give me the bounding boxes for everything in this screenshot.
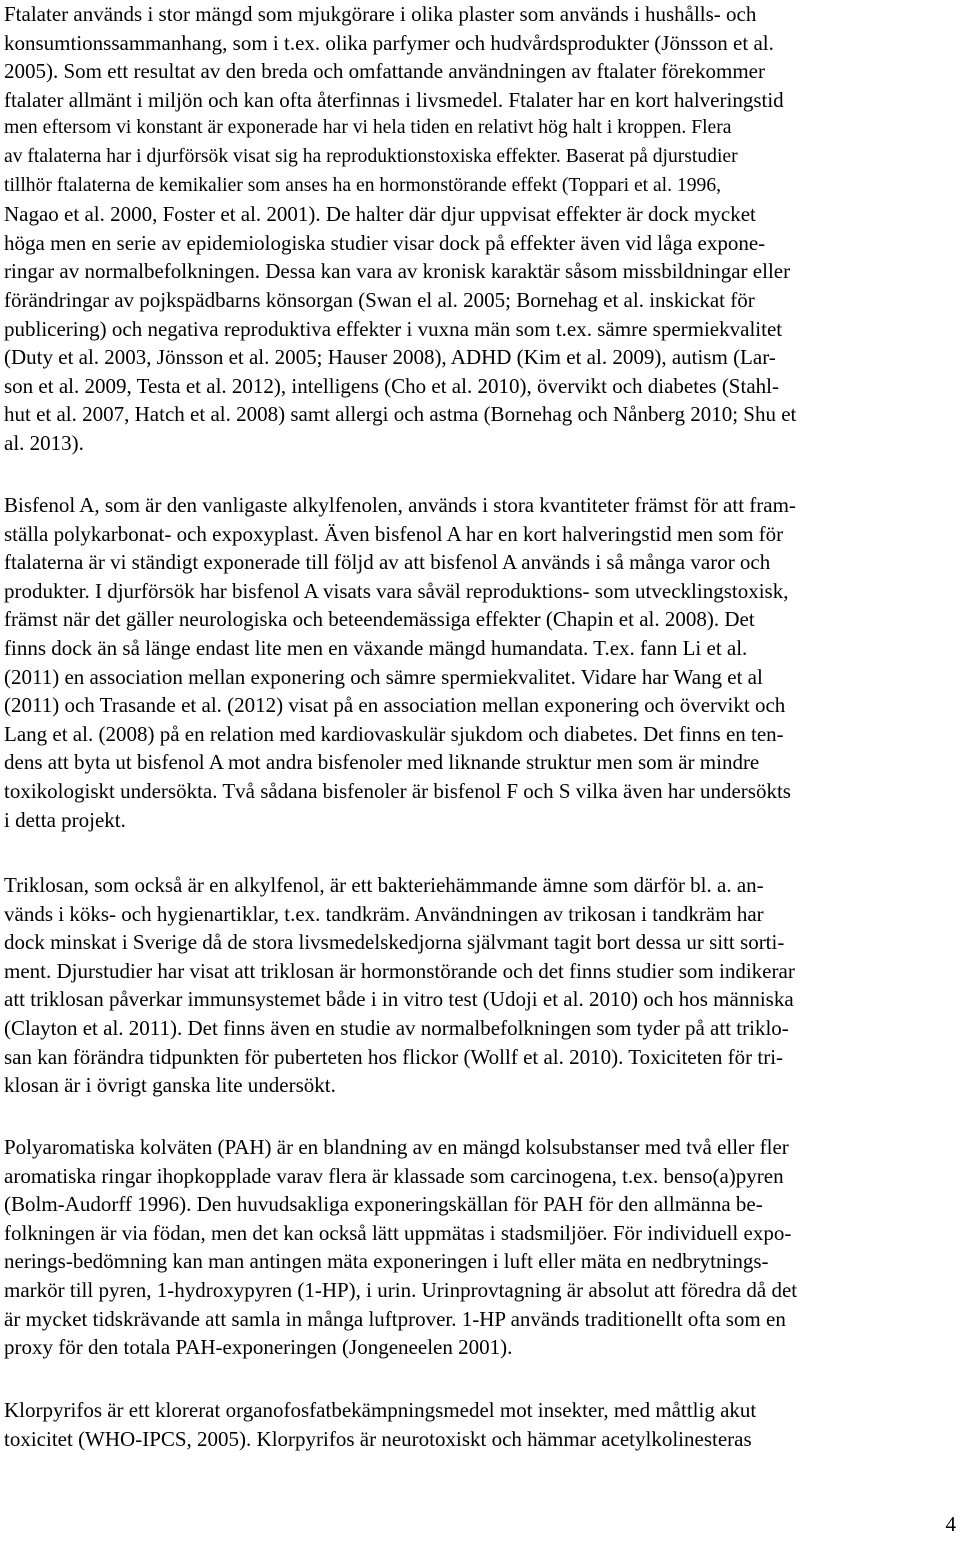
text-line: men eftersom vi konstant är exponerade har vi hela tiden en relativt hög halt i kroppen. Flera bbox=[4, 117, 732, 139]
text-line: (2011) en association mellan exponering och sämre spermiekvalitet. Vidare har Wang et al bbox=[4, 664, 763, 689]
text-line: markör till pyren, 1-hydroxypyren (1-HP), i urin. Urinprovtagning är absolut att föredra då det bbox=[4, 1277, 798, 1302]
text-line: finns dock än så länge endast lite men en växande mängd humandata. T.ex. fann Li et al. bbox=[4, 635, 748, 660]
text-line: publicering) och negativa reproduktiva effekter i vuxna män som t.ex. sämre spermiekvalitet bbox=[4, 316, 783, 341]
text-line: Nagao et al. 2000, Foster et al. 2001). De halter där djur uppvisat effekter är dock mycket bbox=[4, 202, 756, 227]
text-line: toxicitet (WHO-IPCS, 2005). Klorpyrifos är neurotoxiskt och hämmar acetylkolinesteras bbox=[4, 1426, 752, 1451]
text-line: (Bolm-Audorff 1996). Den huvudsakliga exponeringskällan för PAH för den allmänna be- bbox=[4, 1192, 763, 1217]
text-line: höga men en serie av epidemiologiska studier visar dock på effekter även vid låga expone- bbox=[4, 230, 766, 255]
text-line: konsumtionssammanhang, som i t.ex. olika parfymer och hudvårdsprodukter (Jönsson et al. bbox=[4, 30, 774, 55]
text-line: i detta projekt. bbox=[4, 807, 126, 832]
text-line: förändringar av pojkspädbarns könsorgan (Swan el al. 2005; Bornehag et al. inskickat för bbox=[4, 287, 755, 312]
paragraph-klorpyrifos bbox=[4, 1396, 756, 1453]
text-line: Triklosan, som också är en alkylfenol, är ett bakteriehämmande ämne som därför bl. a. an- bbox=[4, 873, 764, 897]
page-number: 4 bbox=[945, 1512, 956, 1536]
text-line: Polyaromatiska kolväten (PAH) är en blandning av en mängd kolsubstanser med två eller fler bbox=[4, 1135, 789, 1159]
text-line: al. 2013). bbox=[4, 430, 84, 455]
text-line: Bisfenol A, som är den vanligaste alkylfenolen, används i stora kvantiteter främst för att fram- bbox=[4, 493, 796, 517]
text-line: främst när det gäller neurologiska och beteendemässiga effekter (Chapin et al. 2008). Det bbox=[4, 607, 755, 632]
text-line: Klorpyrifos är ett klorerat organofosfatbekämpningsmedel mot insekter, med måttlig akut bbox=[4, 1398, 757, 1422]
text-line: ftalaterna är vi ständigt exponerade till följd av att bisfenol A används i så många varor och bbox=[4, 550, 771, 575]
text-line: att triklosan påverkar immunsystemet både i in vitro test (Udoji et al. 2010) och hos människa bbox=[4, 987, 794, 1012]
text-line: dens att byta ut bisfenol A mot andra bisfenoler med liknande struktur men som är mindre bbox=[4, 750, 760, 775]
text-line: dock minskat i Sverige då de stora livsmedelskedjorna självmant tagit bort dessa ur sitt sorti- bbox=[4, 930, 785, 955]
text-line: ställa polykarbonat- och expoxyplast. Även bisfenol A har en kort halveringstid men som för bbox=[4, 521, 784, 546]
paragraph-triklosan bbox=[4, 871, 795, 1100]
text-line: (Clayton et al. 2011). Det finns även en studie av normalbefolkningen som tyder på att triklo- bbox=[4, 1015, 789, 1040]
text-line: san kan förändra tidpunkten för puberteten hos flickor (Wollf et al. 2010). Toxiciteten för tri- bbox=[4, 1044, 784, 1069]
paragraph-ftalater bbox=[4, 0, 796, 458]
text-line: nerings-bedömning kan man antingen mäta exponeringen i luft eller mäta en nedbrytnings- bbox=[4, 1249, 769, 1274]
text-line: tillhör ftalaterna de kemikalier som anses ha en hormonstörande effekt (Toppari et al. 1996, bbox=[4, 174, 722, 196]
paragraph-bisfenol bbox=[4, 491, 796, 834]
text-line: folkningen är via födan, men det kan också lätt uppmätas i stadsmiljöer. För individuell expo- bbox=[4, 1220, 792, 1245]
text-line: vänds i köks- och hygienartiklar, t.ex. tandkräm. Användningen av trikosan i tandkräm har bbox=[4, 901, 764, 926]
text-line: hut et al. 2007, Hatch et al. 2008) samt allergi och astma (Bornehag och Nånberg 2010; Shu et bbox=[4, 402, 797, 427]
text-line: ringar av normalbefolkningen. Dessa kan vara av kronisk karaktär såsom missbildningar eller bbox=[4, 259, 791, 284]
text-line: (2011) och Trasande et al. (2012) visat på en association mellan exponering och övervikt och bbox=[4, 693, 786, 718]
text-line: är mycket tidskrävande att samla in många luftprover. 1-HP används traditionellt ofta som en bbox=[4, 1306, 786, 1331]
text-line: proxy för den totala PAH-exponeringen (Jongeneelen 2001). bbox=[4, 1335, 513, 1360]
text-line: ment. Djurstudier har visat att triklosan är hormonstörande och det finns studier som indikerar bbox=[4, 958, 795, 983]
paragraph-pah bbox=[4, 1133, 797, 1362]
text-line: son et al. 2009, Testa et al. 2012), intelligens (Cho et al. 2010), övervikt och diabetes (Stahl- bbox=[4, 373, 779, 398]
text-line: (Duty et al. 2003, Jönsson et al. 2005; Hauser 2008), ADHD (Kim et al. 2009), autism (Lar- bbox=[4, 345, 776, 370]
text-line: Ftalater används i stor mängd som mjukgörare i olika plaster som används i hushålls- och bbox=[4, 2, 757, 26]
text-line: 2005). Som ett resultat av den breda och omfattande användningen av ftalater förekommer bbox=[4, 59, 765, 84]
text-line: aromatiska ringar ihopkopplade varav flera är klassade som carcinogena, t.ex. benso(a)pyren bbox=[4, 1163, 784, 1188]
text-line: toxikologiskt undersökta. Två sådana bisfenoler är bisfenol F och S vilka även har undersökts bbox=[4, 778, 791, 803]
text-line: klosan är i övrigt ganska lite undersökt. bbox=[4, 1073, 336, 1098]
text-line: ftalater allmänt i miljön och kan ofta återfinnas i livsmedel. Ftalater har en kort halveringstid bbox=[4, 87, 784, 112]
text-line: av ftalaterna har i djurförsök visat sig ha reproduktionstoxiska effekter. Baserat på djurstudier bbox=[4, 145, 738, 167]
text-line: Lang et al. (2008) på en relation med kardiovaskulär sjukdom och diabetes. Det finns en ten- bbox=[4, 721, 784, 746]
text-line: produkter. I djurförsök har bisfenol A visats vara såväl reproduktions- som utvecklingstoxisk, bbox=[4, 578, 789, 603]
